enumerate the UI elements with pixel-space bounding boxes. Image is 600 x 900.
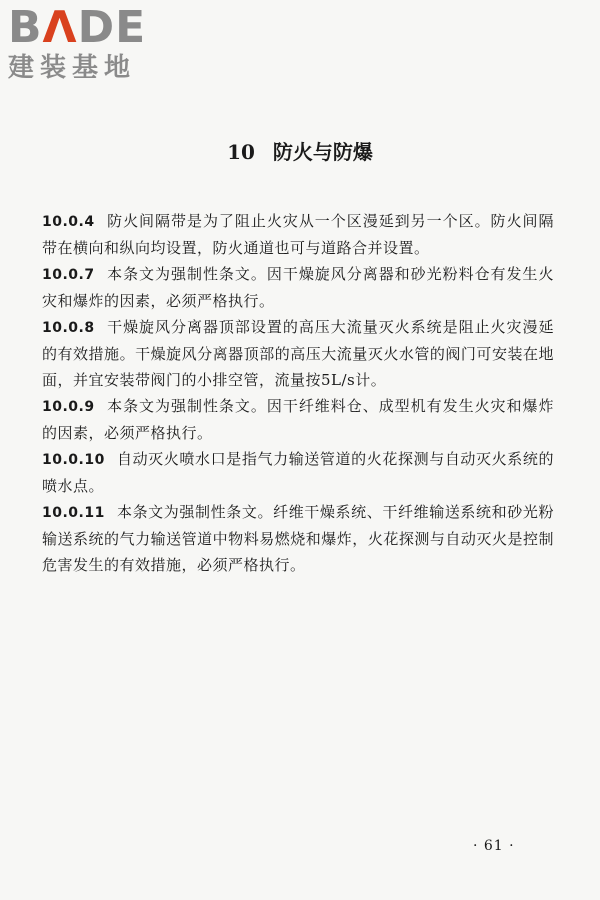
- clause-text: 干燥旋风分离器顶部设置的高压大流量灭火系统是阻止火灾漫延的有效措施。干燥旋风分离器顶部的高压大流量灭火水管的阀门可安装在地面，并宜安装带阀门的小排空管，流量按5L/s计。: [42, 318, 554, 389]
- clause-text: 本条文为强制性条文。因干纤维料仓、成型机有发生火灾和爆炸的因素，必须严格执行。: [42, 397, 554, 442]
- clause-text: 本条文为强制性条文。因干燥旋风分离器和砂光粉料仓有发生火灾和爆炸的因素，必须严格执行。: [42, 265, 554, 310]
- clause-list: [42, 208, 554, 578]
- chapter-name: 防火与防爆: [272, 140, 373, 164]
- page-number: · 61 ·: [473, 838, 515, 854]
- logo-wordmark: BΛDE: [8, 2, 147, 53]
- clause-id: 10.0.8: [42, 320, 95, 336]
- clause-text: 自动灭火喷水口是指气力输送管道的火花探测与自动灭火系统的喷水点。: [42, 450, 554, 495]
- bade-logo: [8, 2, 178, 83]
- clause-id: 10.0.9: [42, 399, 95, 415]
- clause: [42, 208, 554, 261]
- clause-id: 10.0.10: [42, 452, 105, 468]
- clause: [42, 314, 554, 393]
- clause: [42, 393, 554, 446]
- chapter-title: [0, 136, 600, 165]
- clause-text: 防火间隔带是为了阻止火灾从一个区漫延到另一个区。防火间隔带在横向和纵向均设置，防火通道也可与道路合并设置。: [42, 212, 554, 257]
- clause-id: 10.0.4: [42, 214, 95, 230]
- logo-subtitle: 建装基地: [8, 53, 137, 83]
- clause: [42, 261, 554, 314]
- chapter-number: 10: [227, 140, 255, 164]
- clause-id: 10.0.11: [42, 505, 105, 521]
- clause: [42, 499, 554, 578]
- clause-text: 本条文为强制性条文。纤维干燥系统、干纤维输送系统和砂光粉输送系统的气力输送管道中物料易燃烧和爆炸，火花探测与自动灭火是控制危害发生的有效措施，必须严格执行。: [42, 503, 554, 574]
- clause-id: 10.0.7: [42, 267, 95, 283]
- clause: [42, 446, 554, 499]
